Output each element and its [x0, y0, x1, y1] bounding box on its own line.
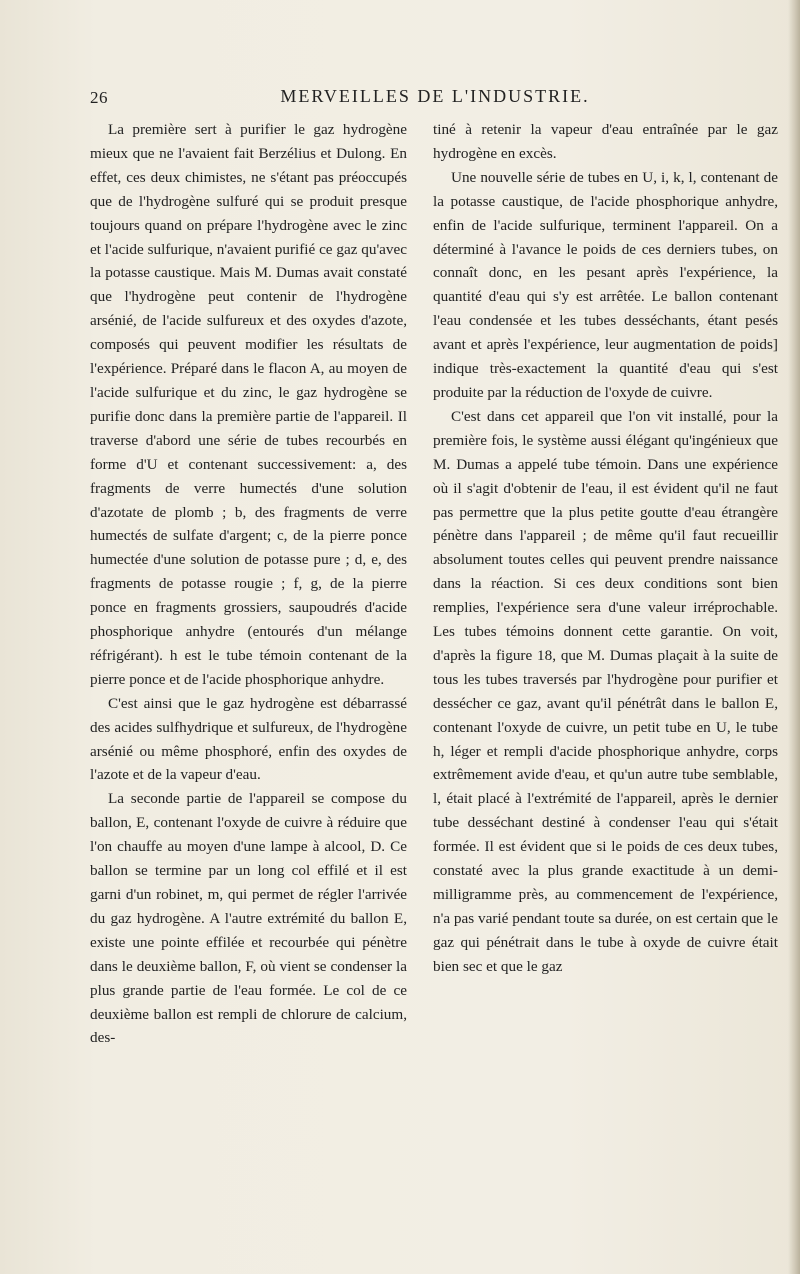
paragraph: C'est dans cet appareil que l'on vit installé, pour la première fois, le système aussi élégant qu'ingénieux que M. Dumas a appelé tube témoin. Dans une expérience où il s'agit d'obtenir de l'eau, il est évident qu'il ne faut pas permettre que la plus petite goutte d'eau étrangère pénètre dans l'appareil ; de même qu'il faut recueillir absolument toutes celles qui peuvent prendre naissance dans la réaction. Si ces deux conditions sont bien remplies, l'expérience sera d'une valeur irréprochable. Les tubes témoins donnent cette garantie. On voit, d'après la figure 18, que M. Dumas plaçait à la suite de tous les tubes traversés par l'hydrogène pour purifier et dessécher ce gaz, avant qu'il pénétrât dans le ballon E, contenant l'oxyde de cuivre, un petit tube en U, le tube h, léger et rempli d'acide phosphorique anhydre, corps extrêmement avide d'eau, et qu'un autre tube semblable, l, était placé à l'extrémité de l'appareil, après le dernier tube desséchant destiné à condenser l'eau qui s'était formée. Il est évident que si le poids de ces deux tubes, constaté avec la plus grande exactitude à un demi-milligramme près, au commencement de l'expérience, n'a pas varié pendant toute sa durée, on est certain que le gaz qui pénétrait dans le tube à oxyde de cuivre était bien sec et que le gaz: [433, 407, 778, 975]
paragraph: tiné à retenir la vapeur d'eau entraînée par le gaz hydrogène en excès.: [433, 121, 778, 162]
paragraph: Une nouvelle série de tubes en U, i, k, l, contenant de la potasse caustique, de l'acide phosphorique anhydre, enfin de l'acide sulfurique, terminent l'appareil. On a déterminé à l'avance le poids de ces derniers tubes, on connaît donc, en les pesant après l'expérience, la quantité d'eau qui s'y est arrêtée. Le ballon contenant l'eau condensée et les tubes desséchants, étant pesés avant et après l'expérience, leur augmentation de poids] indique très-exactement la quantité d'eau qui s'est produite par la réduction de l'oxyde de cuivre.: [433, 168, 778, 401]
page-edge-shadow: [788, 0, 800, 1274]
paragraph: La première sert à purifier le gaz hydrogène mieux que ne l'avaient fait Berzélius et Dulong. En effet, ces deux chimistes, ne s'étant pas préoccupés que de l'hydrogène sulfuré qui se produit presque toujours quand on prépare l'hydrogène avec le zinc et l'acide sulfurique, n'avaient purifié ce gaz qu'avec la potasse caustique. Mais M. Dumas avait constaté que l'hydrogène peut contenir de l'hydrogène arsénié, de l'acide sulfureux et des oxydes d'azote, composés qui peuvent modifier les résultats de l'expérience. Préparé dans le flacon A, au moyen de l'acide sulfurique et du zinc, le gaz hydrogène se purifie donc dans la première partie de l'appareil. Il traverse d'abord une série de tubes recourbés en forme d'U et contenant successivement: a, des fragments de verre humectés d'une solution d'azotate de plomb ; b, des fragments de verre humectés de sulfate d'argent; c, de la pierre ponce humectée d'une solution de potasse pure ; d, e, des fragments de potasse rougie ; f, g, de la pierre ponce en fragments grossiers, saupoudrés d'acide phosphorique anhydre (entourés d'un mélange réfrigérant). h est le tube témoin contenant de la pierre ponce et de l'acide phosphorique anhydre.: [90, 121, 407, 688]
paragraph: C'est ainsi que le gaz hydrogène est débarrassé des acides sulfhydrique et sulfureux, de l'hydrogène arsénié ou même phosphoré, enfin des oxydes de l'azote et de la vapeur d'eau.: [90, 694, 407, 784]
running-head: MERVEILLES DE L'INDUSTRIE.: [280, 86, 590, 106]
page-header: [90, 84, 780, 114]
page-number: 26: [90, 88, 108, 107]
left-column: [90, 118, 407, 1050]
paragraph: La seconde partie de l'appareil se compose du ballon, E, contenant l'oxyde de cuivre à réduire que l'on chauffe au moyen d'une lampe à alcool, D. Ce ballon se termine par un long col effilé et il est garni d'un robinet, m, qui permet de régler l'arrivée du gaz hydrogène. A l'autre extrémité du ballon E, existe une pointe effilée et recourbée qui pénètre dans le deuxième ballon, F, où vient se condenser la plus grande partie de l'eau formée. Le col de ce deuxième ballon est rempli de chlorure de calcium, des-: [90, 790, 407, 1047]
right-column: [433, 118, 778, 979]
